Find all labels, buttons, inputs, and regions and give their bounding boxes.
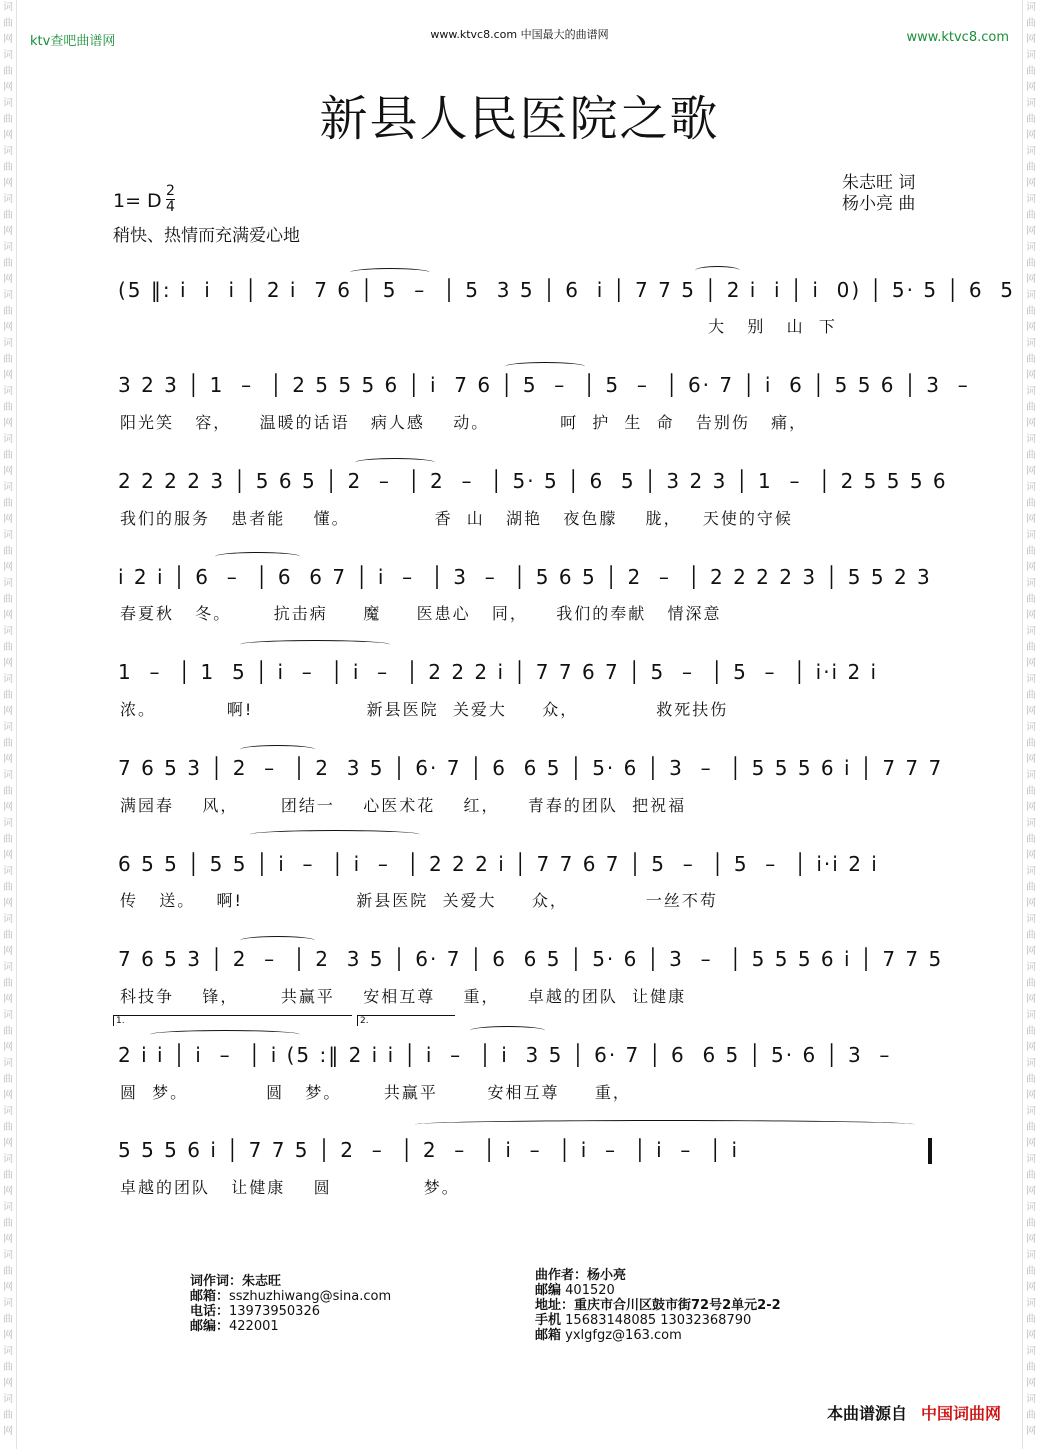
- staff-line-1: [118, 278, 1016, 312]
- slur-mark: [350, 268, 430, 277]
- composer-address: 重庆市合川区鼓市街72号2单元2-2: [574, 1298, 781, 1313]
- label: 手机: [535, 1313, 562, 1328]
- label: 电话：: [190, 1304, 230, 1319]
- lyricist-name: 朱志旺: [242, 1274, 282, 1289]
- slur-mark: [240, 745, 315, 754]
- slur-mark: [470, 1026, 545, 1035]
- lyrics-line-10: 卓越的团队 让健康 圆 梦。: [120, 1178, 460, 1197]
- header-site-name: ktv查吧曲谱网: [30, 34, 116, 49]
- label: 邮箱：: [190, 1289, 230, 1304]
- label: 邮箱: [535, 1328, 562, 1343]
- side-watermark-right: 词曲网词曲网词曲网词曲网词曲网词曲网词曲网词曲网词曲网词曲网词曲网词曲网词曲网词曲网词曲网词曲网词曲网词曲网词曲网词曲网词曲网词曲网词曲网词曲网词曲网词曲网词曲网词曲网词曲网词曲网: [1022, 0, 1039, 1449]
- notes-line-5: 1 – │ 1 5 │ i – │ i – │ 2 2 2 i │ 7 7 6 7 │ 5 – │ 5 – │ i·i 2 i: [118, 660, 879, 684]
- staff-line-3: [118, 469, 948, 503]
- staff-line-9: [118, 1043, 933, 1077]
- staff-line-10: [118, 1138, 933, 1172]
- key-signature: 1= D: [113, 190, 162, 212]
- slur-mark: [150, 1030, 300, 1039]
- staff-line-4: [118, 565, 933, 599]
- notes-line-1: (5 ‖: i i i │ 2 i 7 6 │ 5 – │ 5 3 5 │ 6 i │ 7 7 5 │ 2 i i │ i 0) │ 5· 5 │ 6 5: [118, 278, 1016, 302]
- lyricist-contact: [190, 1274, 391, 1334]
- lyricist-email: sszhuzhiwang@sina.com: [229, 1289, 392, 1304]
- composer-email: yxlgfgz@163.com: [565, 1328, 682, 1343]
- source-label: 本曲谱源自: [826, 1404, 907, 1423]
- staff-line-5: [118, 660, 933, 694]
- notes-line-9: 2 i i │ i – │ i (5 :‖ 2 i i │ i – │ i 3 5 │ 6· 7 │ 6 6 5 │ 5· 6 │ 3 –: [118, 1043, 892, 1067]
- staff-line-6: [118, 756, 944, 790]
- staff-line-2: [118, 373, 970, 407]
- staff-line-7: [118, 852, 933, 886]
- second-ending-bracket: 2.: [357, 1015, 455, 1026]
- label: 词作词：: [190, 1274, 243, 1289]
- composer-credit: 杨小亮 曲: [842, 194, 916, 214]
- slur-mark: [250, 830, 420, 839]
- slur-mark: [505, 362, 585, 371]
- notes-line-10: 5 5 5 6 i │ 7 7 5 │ 2 – │ 2 – │ i – │ i – │ i – │ i: [118, 1138, 740, 1162]
- lyrics-line-5: 浓。 啊! 新县医院 关爱大 众， 救死扶伤: [120, 700, 729, 719]
- label: 曲作者：: [535, 1268, 588, 1283]
- slur-mark: [415, 1120, 915, 1129]
- label: 邮编：: [190, 1319, 230, 1334]
- composer-postcode: 401520: [565, 1283, 615, 1298]
- song-title: 新县人民医院之歌: [319, 91, 720, 147]
- composer-contact: [535, 1268, 781, 1343]
- slur-mark: [240, 640, 390, 649]
- staff-line-8: [118, 947, 944, 981]
- time-signature: [166, 184, 175, 215]
- notes-line-4: i 2 i │ 6 – │ 6 6 7 │ i – │ 3 – │ 5 6 5 │ 2 – │ 2 2 2 2 3 │ 5 5 2 3: [118, 565, 932, 589]
- label: 地址：: [535, 1298, 575, 1313]
- lyricist-postcode: 422001: [229, 1319, 279, 1334]
- source-site-link[interactable]: 中国词曲网: [920, 1404, 1001, 1423]
- lyricist-credit: 朱志旺 词: [842, 173, 916, 193]
- lyrics-line-9: 圆 梦。 圆 梦。 共赢平 安相互尊 重，: [120, 1083, 631, 1102]
- time-bottom: 4: [166, 199, 175, 215]
- lyrics-line-6: 满园春 风， 团结一 心医术花 红， 青春的团队 把祝福: [120, 796, 687, 815]
- lyrics-line-1: 大 别 山 下: [120, 317, 837, 336]
- notes-line-3: 2 2 2 2 3 │ 5 6 5 │ 2 – │ 2 – │ 5· 5 │ 6 5 │ 3 2 3 │ 1 – │ 2 5 5 5 6: [118, 469, 948, 493]
- notes-line-8: 7 6 5 3 │ 2 – │ 2 3 5 │ 6· 7 │ 6 6 5 │ 5· 6 │ 3 – │ 5 5 5 6 i │ 7 7 5: [118, 947, 944, 971]
- header-site-url: www.ktvc8.com: [906, 30, 1009, 45]
- lyrics-line-2: 阳光笑 容， 温暖的话语 病人感 动。 呵 护 生 命 告别伤 痛，: [120, 413, 808, 432]
- slur-mark: [355, 458, 435, 467]
- side-watermark-left: 词曲网词曲网词曲网词曲网词曲网词曲网词曲网词曲网词曲网词曲网词曲网词曲网词曲网词曲网词曲网词曲网词曲网词曲网词曲网词曲网词曲网词曲网词曲网词曲网词曲网词曲网词曲网词曲网词曲网词曲网: [0, 0, 17, 1449]
- source-credit: [827, 1401, 1001, 1424]
- lyricist-phone: 13973950326: [229, 1304, 320, 1319]
- lyrics-line-8: 科技争 锋， 共赢平 安相互尊 重， 卓越的团队 让健康: [120, 987, 687, 1006]
- composer-name: 杨小亮: [587, 1268, 627, 1283]
- composer-mobile: 15683148085 13032368790: [565, 1313, 752, 1328]
- notes-line-2: 3 2 3 │ 1 – │ 2 5 5 5 6 │ i 7 6 │ 5 – │ 5 – │ 6· 7 │ i 6 │ 5 5 6 │ 3 –: [118, 373, 970, 397]
- header-center-text: www.ktvc8.com 中国最大的曲谱网: [430, 28, 609, 41]
- lyrics-line-3: 我们的服务 患者能 懂。 香 山 湖艳 夜色朦 胧， 天使的守候: [120, 509, 793, 528]
- slur-mark: [695, 266, 740, 275]
- final-barline: [928, 1138, 932, 1164]
- slur-mark: [240, 936, 315, 945]
- notes-line-6: 7 6 5 3 │ 2 – │ 2 3 5 │ 6· 7 │ 6 6 5 │ 5· 6 │ 3 – │ 5 5 5 6 i │ 7 7 7: [118, 756, 944, 780]
- time-top: 2: [166, 183, 175, 199]
- lyrics-line-7: 传 送。 啊! 新县医院 关爱大 众， 一丝不苟: [120, 891, 718, 910]
- slur-mark: [215, 552, 300, 561]
- credits: [842, 173, 915, 215]
- notes-line-7: 6 5 5 │ 5 5 │ i – │ i – │ 2 2 2 i │ 7 7 6 7 │ 5 – │ 5 – │ i·i 2 i: [118, 852, 879, 876]
- lyrics-line-4: 春夏秋 冬。 抗击病 魔 医患心 同， 我们的奉献 情深意: [120, 604, 722, 623]
- tempo-marking: 稍快、热情而充满爱心地: [113, 226, 300, 246]
- first-ending-bracket: 1.: [113, 1015, 352, 1026]
- label: 邮编: [535, 1283, 562, 1298]
